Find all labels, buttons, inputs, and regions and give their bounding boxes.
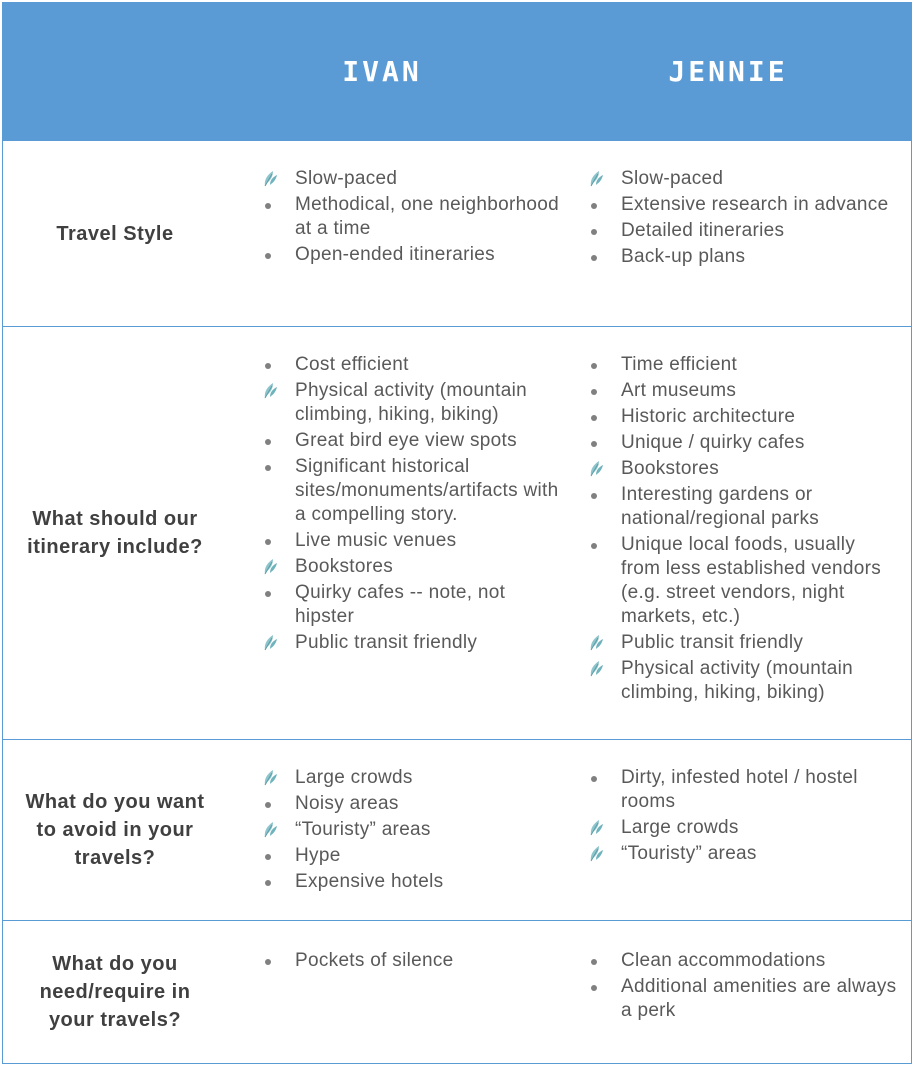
list-item	[261, 193, 561, 241]
bullet-icon	[591, 959, 597, 965]
list-item-text: Interesting gardens or national/regional parks	[621, 484, 820, 529]
ivan-list	[261, 766, 561, 896]
leaf-icon	[261, 380, 279, 400]
bullet-icon	[591, 776, 597, 782]
list-item-text: Significant historical sites/monuments/artifacts with a compelling story.	[295, 456, 559, 525]
list-item-text: “Touristy” areas	[621, 843, 757, 864]
list-item-text: Back-up plans	[621, 246, 746, 267]
table-header	[3, 3, 911, 140]
list-item	[261, 792, 561, 816]
row-question: Travel Style	[56, 222, 174, 245]
list-item-text: Great bird eye view spots	[295, 430, 517, 451]
column-header-jennie: JENNIE	[668, 55, 788, 88]
comparison-table	[2, 2, 912, 1064]
list-item	[261, 818, 561, 842]
column-header-ivan: IVAN	[342, 55, 422, 88]
list-item	[587, 533, 897, 629]
bullet-icon	[265, 880, 271, 886]
list-item-text: Art museums	[621, 380, 737, 401]
list-item	[587, 405, 897, 429]
ivan-list	[261, 167, 561, 269]
list-item-text: Time efficient	[621, 354, 738, 375]
bullet-icon	[591, 229, 597, 235]
list-item-text: Unique local foods, usually from less established vendors (e.g. street vendors, night markets, etc.)	[621, 534, 882, 627]
list-item	[587, 842, 897, 866]
bullet-icon	[591, 255, 597, 261]
table-row-itinerary	[3, 326, 911, 739]
list-item-text: Large crowds	[295, 767, 413, 788]
bullet-icon	[265, 203, 271, 209]
list-item	[587, 816, 897, 840]
bullet-icon	[265, 959, 271, 965]
leaf-icon	[587, 817, 605, 837]
bullet-icon	[265, 439, 271, 445]
bullet-icon	[591, 363, 597, 369]
list-item	[587, 219, 897, 243]
row-question: What do you need/require in your travels?	[39, 953, 191, 1031]
ivan-list	[261, 353, 561, 657]
list-item	[261, 766, 561, 790]
list-item-text: Live music venues	[295, 530, 457, 551]
list-item-text: Physical activity (mountain climbing, hiking, biking)	[295, 380, 527, 425]
bullet-icon	[591, 415, 597, 421]
list-item	[587, 431, 897, 455]
bullet-icon	[265, 539, 271, 545]
list-item	[261, 429, 561, 453]
list-item-text: Noisy areas	[295, 793, 399, 814]
list-item-text: Expensive hotels	[295, 871, 444, 892]
list-item-text: Unique / quirky cafes	[621, 432, 805, 453]
leaf-icon	[261, 556, 279, 576]
list-item	[261, 555, 561, 579]
bullet-icon	[265, 802, 271, 808]
bullet-icon	[265, 591, 271, 597]
leaf-icon	[261, 767, 279, 787]
jennie-list	[587, 353, 897, 707]
jennie-list	[587, 949, 897, 1025]
list-item	[261, 949, 561, 973]
table-row-travel-style	[3, 140, 911, 326]
list-item-text: Cost efficient	[295, 354, 409, 375]
list-item	[587, 949, 897, 973]
list-item	[261, 167, 561, 191]
list-item-text: Clean accommodations	[621, 950, 826, 971]
list-item-text: Detailed itineraries	[621, 220, 785, 241]
list-item-text: Additional amenities are always a perk	[621, 976, 897, 1021]
list-item	[587, 193, 897, 217]
bullet-icon	[591, 543, 597, 549]
list-item	[587, 167, 897, 191]
list-item-text: Large crowds	[621, 817, 739, 838]
bullet-icon	[265, 253, 271, 259]
jennie-list	[587, 766, 897, 868]
leaf-icon	[261, 168, 279, 188]
list-item	[587, 245, 897, 269]
list-item-text: Open-ended itineraries	[295, 244, 495, 265]
leaf-icon	[587, 658, 605, 678]
bullet-icon	[265, 854, 271, 860]
list-item	[587, 379, 897, 403]
list-item-text: Slow-paced	[295, 168, 398, 189]
list-item	[587, 353, 897, 377]
list-item	[261, 243, 561, 267]
list-item-text: Public transit friendly	[621, 632, 804, 653]
jennie-list	[587, 167, 897, 271]
list-item-text: Historic architecture	[621, 406, 796, 427]
table-row-require	[3, 920, 911, 1063]
list-item	[261, 631, 561, 655]
list-item-text: Public transit friendly	[295, 632, 478, 653]
list-item-text: Extensive research in advance	[621, 194, 889, 215]
list-item	[261, 455, 561, 527]
list-item-text: Slow-paced	[621, 168, 724, 189]
list-item	[587, 975, 897, 1023]
list-item-text: Methodical, one neighborhood at a time	[295, 194, 560, 239]
leaf-icon	[587, 843, 605, 863]
list-item	[261, 844, 561, 868]
leaf-icon	[587, 168, 605, 188]
leaf-icon	[587, 632, 605, 652]
bullet-icon	[591, 389, 597, 395]
bullet-icon	[591, 493, 597, 499]
leaf-icon	[587, 458, 605, 478]
list-item	[587, 457, 897, 481]
list-item	[261, 581, 561, 629]
row-question: What should our itinerary include?	[27, 508, 203, 558]
bullet-icon	[591, 441, 597, 447]
list-item-text: Hype	[295, 845, 341, 866]
list-item	[587, 657, 897, 705]
list-item-text: Bookstores	[621, 458, 720, 479]
bullet-icon	[265, 363, 271, 369]
bullet-icon	[591, 203, 597, 209]
leaf-icon	[261, 632, 279, 652]
list-item-text: Pockets of silence	[295, 950, 454, 971]
list-item-text: Physical activity (mountain climbing, hiking, biking)	[621, 658, 853, 703]
list-item	[587, 766, 897, 814]
list-item	[261, 529, 561, 553]
list-item-text: Quirky cafes -- note, not hipster	[295, 582, 506, 627]
list-item	[587, 631, 897, 655]
bullet-icon	[265, 465, 271, 471]
list-item-text: Dirty, infested hotel / hostel rooms	[621, 767, 858, 812]
ivan-list	[261, 949, 561, 975]
list-item	[261, 870, 561, 894]
row-question: What do you want to avoid in your travels?	[25, 791, 205, 869]
list-item	[261, 353, 561, 377]
bullet-icon	[591, 985, 597, 991]
leaf-icon	[261, 819, 279, 839]
table-row-avoid	[3, 739, 911, 920]
list-item-text: Bookstores	[295, 556, 394, 577]
list-item-text: “Touristy” areas	[295, 819, 431, 840]
list-item	[261, 379, 561, 427]
list-item	[587, 483, 897, 531]
